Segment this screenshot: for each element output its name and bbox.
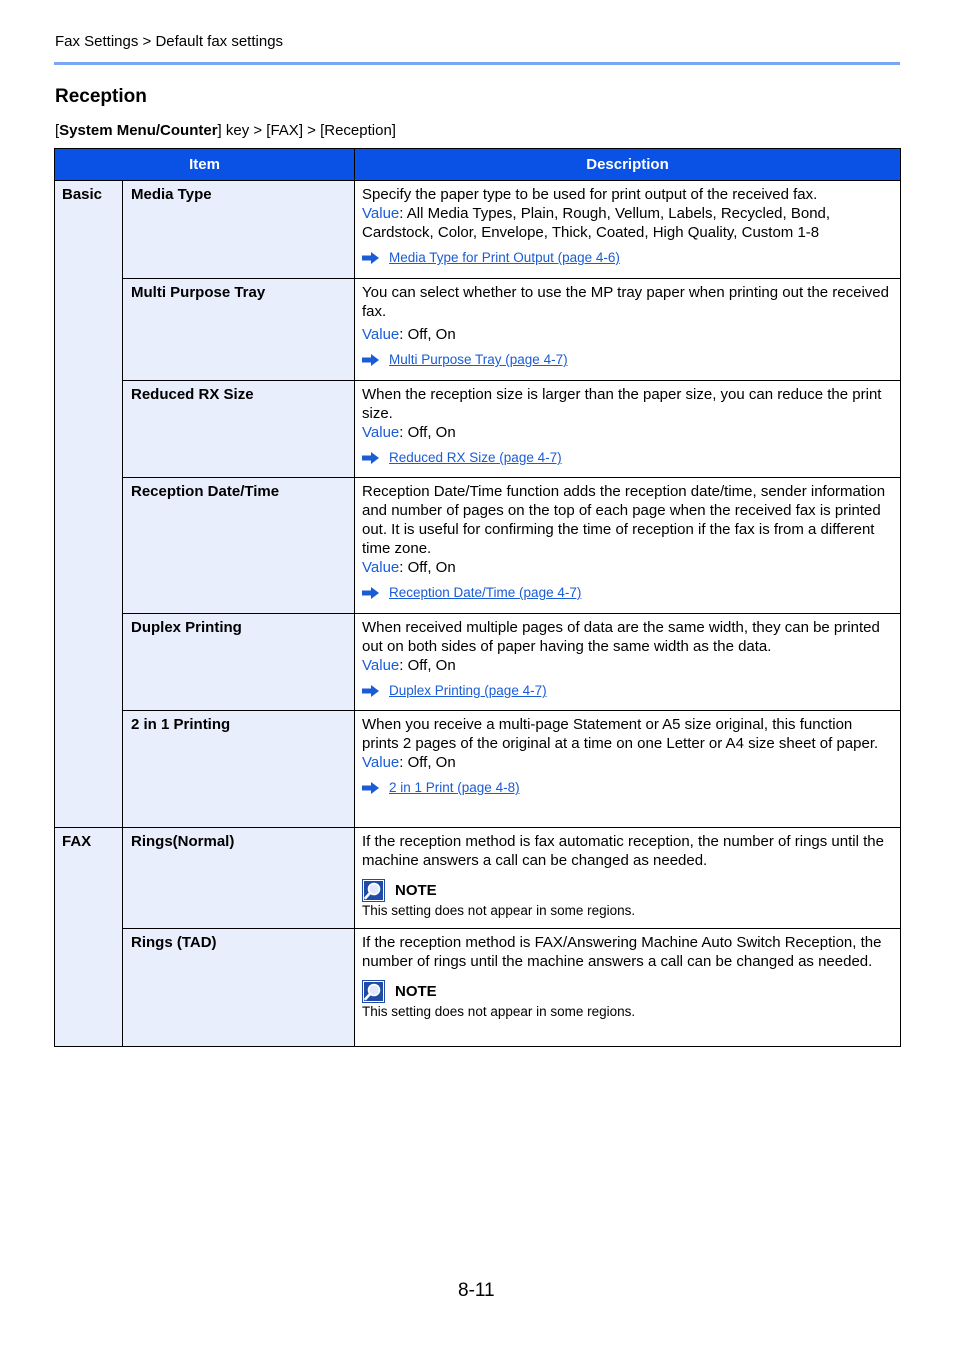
note-magnifier-icon (362, 980, 385, 1003)
note-block (362, 879, 893, 919)
value-text: : Off, On (399, 326, 456, 343)
key-path-open: [ (55, 122, 60, 139)
value-text: : All Media Types, Plain, Rough, Vellum, Labels, Recycled, Bond, Cardstock, Color, Envelope, Thick, Coated, High Quality, Custom 1-8 (362, 205, 831, 241)
reference-link-line (362, 249, 893, 267)
item-description (355, 929, 901, 1047)
value-text: : Off, On (399, 754, 456, 771)
item-name: Rings (TAD) (123, 929, 355, 1047)
table-row (55, 828, 901, 929)
table-header-row (55, 149, 901, 181)
value-text: : Off, On (399, 559, 456, 576)
header-rule (54, 62, 900, 65)
reference-link[interactable]: 2 in 1 Print (page 4-8) (389, 780, 520, 795)
breadcrumb: Fax Settings > Default fax settings (55, 33, 284, 50)
item-name: Duplex Printing (123, 614, 355, 711)
note-title: NOTE (395, 983, 437, 1000)
reference-link[interactable]: Duplex Printing (page 4-7) (389, 683, 547, 698)
value-text: : Off, On (399, 424, 456, 441)
table-row (55, 614, 901, 711)
item-name: Multi Purpose Tray (123, 279, 355, 381)
item-description (355, 614, 901, 711)
section-title: Reception (55, 86, 147, 107)
description-text: When the reception size is larger than the paper size, you can reduce the print size. (362, 386, 882, 422)
table-row (55, 929, 901, 1047)
reference-link-line (362, 584, 893, 602)
description-text: If the reception method is fax automatic reception, the number of rings until the machine answers a call can be changed as needed. (362, 833, 884, 869)
reference-link[interactable]: Reduced RX Size (page 4-7) (389, 450, 562, 465)
reference-link[interactable]: Media Type for Print Output (page 4-6) (389, 250, 620, 265)
value-label: Value (362, 754, 400, 771)
table-row (55, 478, 901, 614)
key-path-rest: ] key > [FAX] > [Reception] (217, 122, 396, 139)
arrow-right-icon (362, 587, 380, 599)
description-text: Reception Date/Time function adds the reception date/time, sender information and number of pages on the top of each page when the received fax is printed out. It is useful for confirming the time of reception if the fax is from a different time zone. (362, 483, 886, 557)
value-text: : Off, On (399, 657, 456, 674)
item-description (355, 478, 901, 614)
key-path-bold: System Menu/Counter (59, 122, 218, 139)
reference-link[interactable]: Multi Purpose Tray (page 4-7) (389, 352, 568, 367)
note-heading (362, 980, 893, 1003)
reference-link[interactable]: Reception Date/Time (page 4-7) (389, 585, 582, 600)
description-text: You can select whether to use the MP tray paper when printing out the received fax. (362, 284, 889, 320)
column-header-description: Description (355, 149, 901, 181)
note-text: This setting does not appear in some regions. (362, 903, 636, 918)
value-line (362, 204, 893, 242)
value-label: Value (362, 424, 400, 441)
item-name: Media Type (123, 181, 355, 279)
note-magnifier-icon (362, 879, 385, 902)
arrow-right-icon (362, 782, 380, 794)
arrow-right-icon (362, 252, 380, 264)
description-text: If the reception method is FAX/Answering Machine Auto Switch Reception, the number of rings until the machine answers a call can be changed as needed. (362, 934, 882, 970)
table-row (55, 279, 901, 381)
page-number: 8-11 (458, 1280, 495, 1301)
arrow-right-icon (362, 354, 380, 366)
value-line (362, 558, 893, 577)
item-name: 2 in 1 Printing (123, 711, 355, 828)
description-text: When received multiple pages of data are the same width, they can be printed out on both sides of paper having the same width as the data. (362, 619, 880, 655)
item-description (355, 828, 901, 929)
reference-link-line (362, 682, 893, 700)
arrow-right-icon (362, 452, 380, 464)
value-label: Value (362, 559, 400, 576)
item-description (355, 279, 901, 381)
group-label-fax: FAX (55, 828, 123, 1047)
arrow-right-icon (362, 685, 380, 697)
key-path (55, 122, 396, 139)
item-description (355, 711, 901, 828)
reference-link-line (362, 779, 893, 797)
item-description (355, 381, 901, 478)
value-line (362, 423, 893, 442)
value-line (362, 325, 893, 344)
note-title: NOTE (395, 882, 437, 899)
item-name: Reception Date/Time (123, 478, 355, 614)
value-label: Value (362, 205, 400, 222)
note-text: This setting does not appear in some regions. (362, 1004, 636, 1019)
note-block (362, 980, 893, 1020)
value-line (362, 656, 893, 675)
column-header-item: Item (55, 149, 355, 181)
table-row (55, 381, 901, 478)
reference-link-line (362, 351, 893, 369)
note-heading (362, 879, 893, 902)
table-row (55, 711, 901, 828)
item-name: Rings(Normal) (123, 828, 355, 929)
value-label: Value (362, 326, 400, 343)
table-row (55, 181, 901, 279)
value-line (362, 753, 893, 772)
group-label-basic: Basic (55, 181, 123, 828)
item-description (355, 181, 901, 279)
item-name: Reduced RX Size (123, 381, 355, 478)
value-label: Value (362, 657, 400, 674)
reference-link-line (362, 449, 893, 467)
description-text: Specify the paper type to be used for print output of the received fax. (362, 186, 818, 203)
description-text: When you receive a multi-page Statement or A5 size original, this function prints 2 pages of the original at a time on one Letter or A4 size sheet of paper. (362, 716, 879, 752)
reception-settings-table (54, 148, 901, 1047)
